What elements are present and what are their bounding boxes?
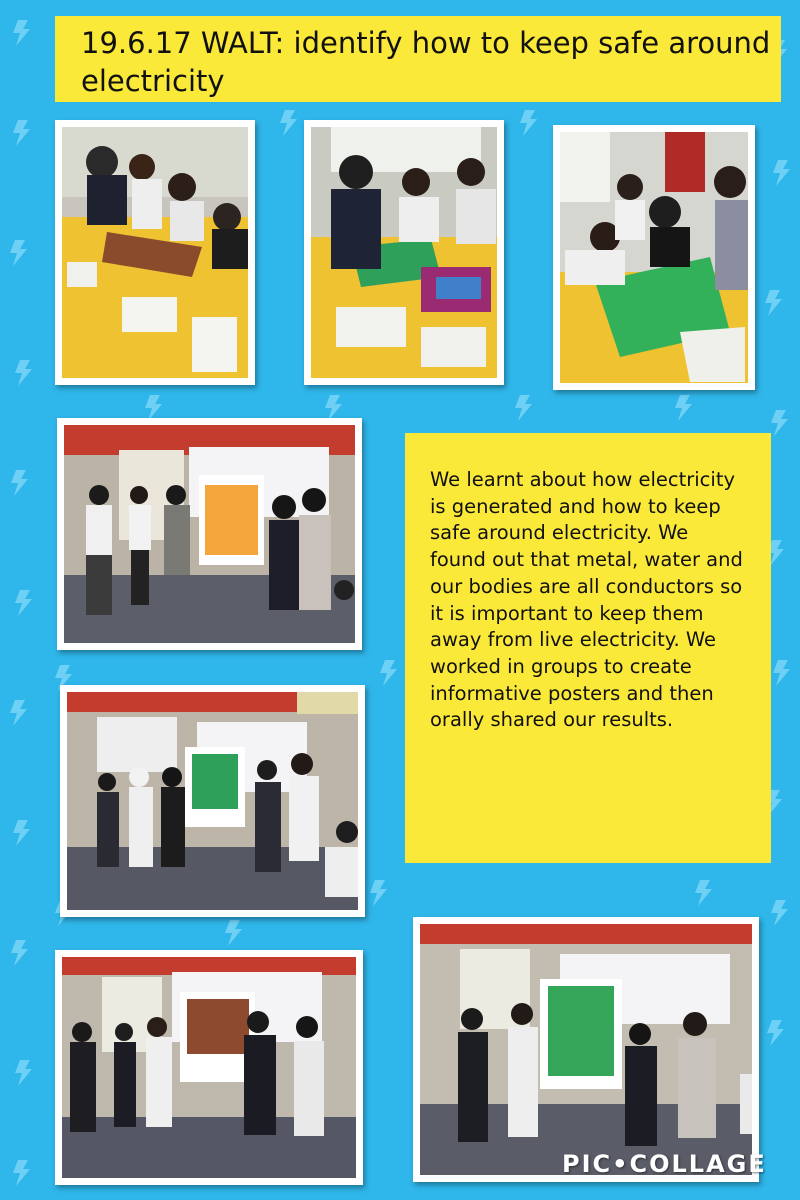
description-panel	[405, 433, 771, 863]
description-text: We learnt about how electricity is generated and how to keep safe around electricity. We found out that metal, water and our bodies are all conductors so it is important to keep them away from live electricity. We worked in groups to create informative posters and then orally shared our results.	[430, 468, 743, 732]
pic-collage-watermark: PIC•COLLAGE	[562, 1150, 767, 1178]
photo-presenting-orange-poster	[57, 418, 362, 650]
page-title: 19.6.17 WALT: identify how to keep safe around electricity	[81, 26, 771, 98]
photo-group-drawing-green-poster	[553, 125, 755, 390]
photo-presenting-green-poster	[60, 685, 365, 917]
photo-group-writing-brown-poster	[55, 120, 255, 385]
photo-presenting-brown-poster	[55, 950, 363, 1185]
title-banner	[55, 16, 781, 102]
photo-group-writing-green-poster	[304, 120, 504, 385]
photo-presenting-green-poster-2	[413, 917, 759, 1182]
